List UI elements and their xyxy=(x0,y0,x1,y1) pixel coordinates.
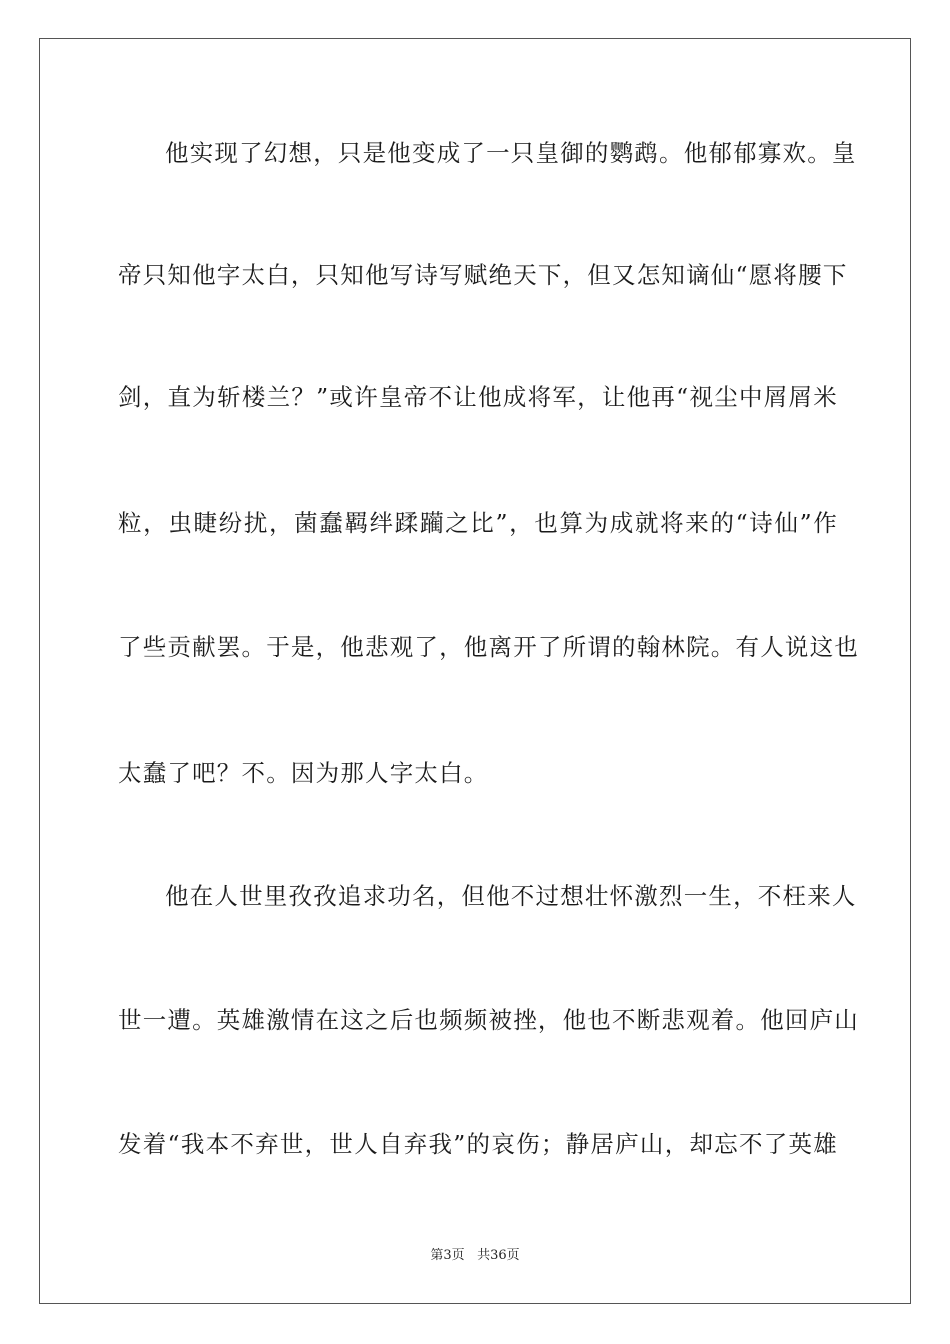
text-line-6: 太蠢了吧？不。因为那人字太白。 xyxy=(118,759,489,787)
text-line-3: 剑，直为斩楼兰？”或许皇帝不让他成将军，让他再“视尘中屑屑米 xyxy=(118,383,838,411)
text-line-2: 帝只知他字太白，只知他写诗写赋绝天下，但又怎知谪仙“愿将腰下 xyxy=(118,261,848,289)
text-line-9: 发着“我本不弃世，世人自弃我”的哀伤；静居庐山，却忘不了英雄 xyxy=(118,1130,838,1158)
text-line-1: 他实现了幻想，只是他变成了一只皇御的鹦鹉。他郁郁寡欢。皇 xyxy=(165,139,857,167)
text-line-5: 了些贡献罢。于是，他悲观了，他离开了所谓的翰林院。有人说这也 xyxy=(118,633,859,661)
page-number: 第3页 xyxy=(430,1248,465,1263)
text-line-8: 世一遭。英雄激情在这之后也频频被挫，他也不断悲观着。他回庐山 xyxy=(118,1006,859,1034)
page-border xyxy=(39,38,911,1304)
text-line-4: 粒，虫睫纷扰，菌蠢羁绊蹂躏之比”，也算为成就将来的“诗仙”作 xyxy=(118,509,838,537)
page-footer xyxy=(0,1247,950,1265)
text-line-7: 他在人世里孜孜追求功名，但他不过想壮怀激烈一生，不枉来人 xyxy=(165,882,857,910)
total-pages: 共36页 xyxy=(477,1248,520,1263)
